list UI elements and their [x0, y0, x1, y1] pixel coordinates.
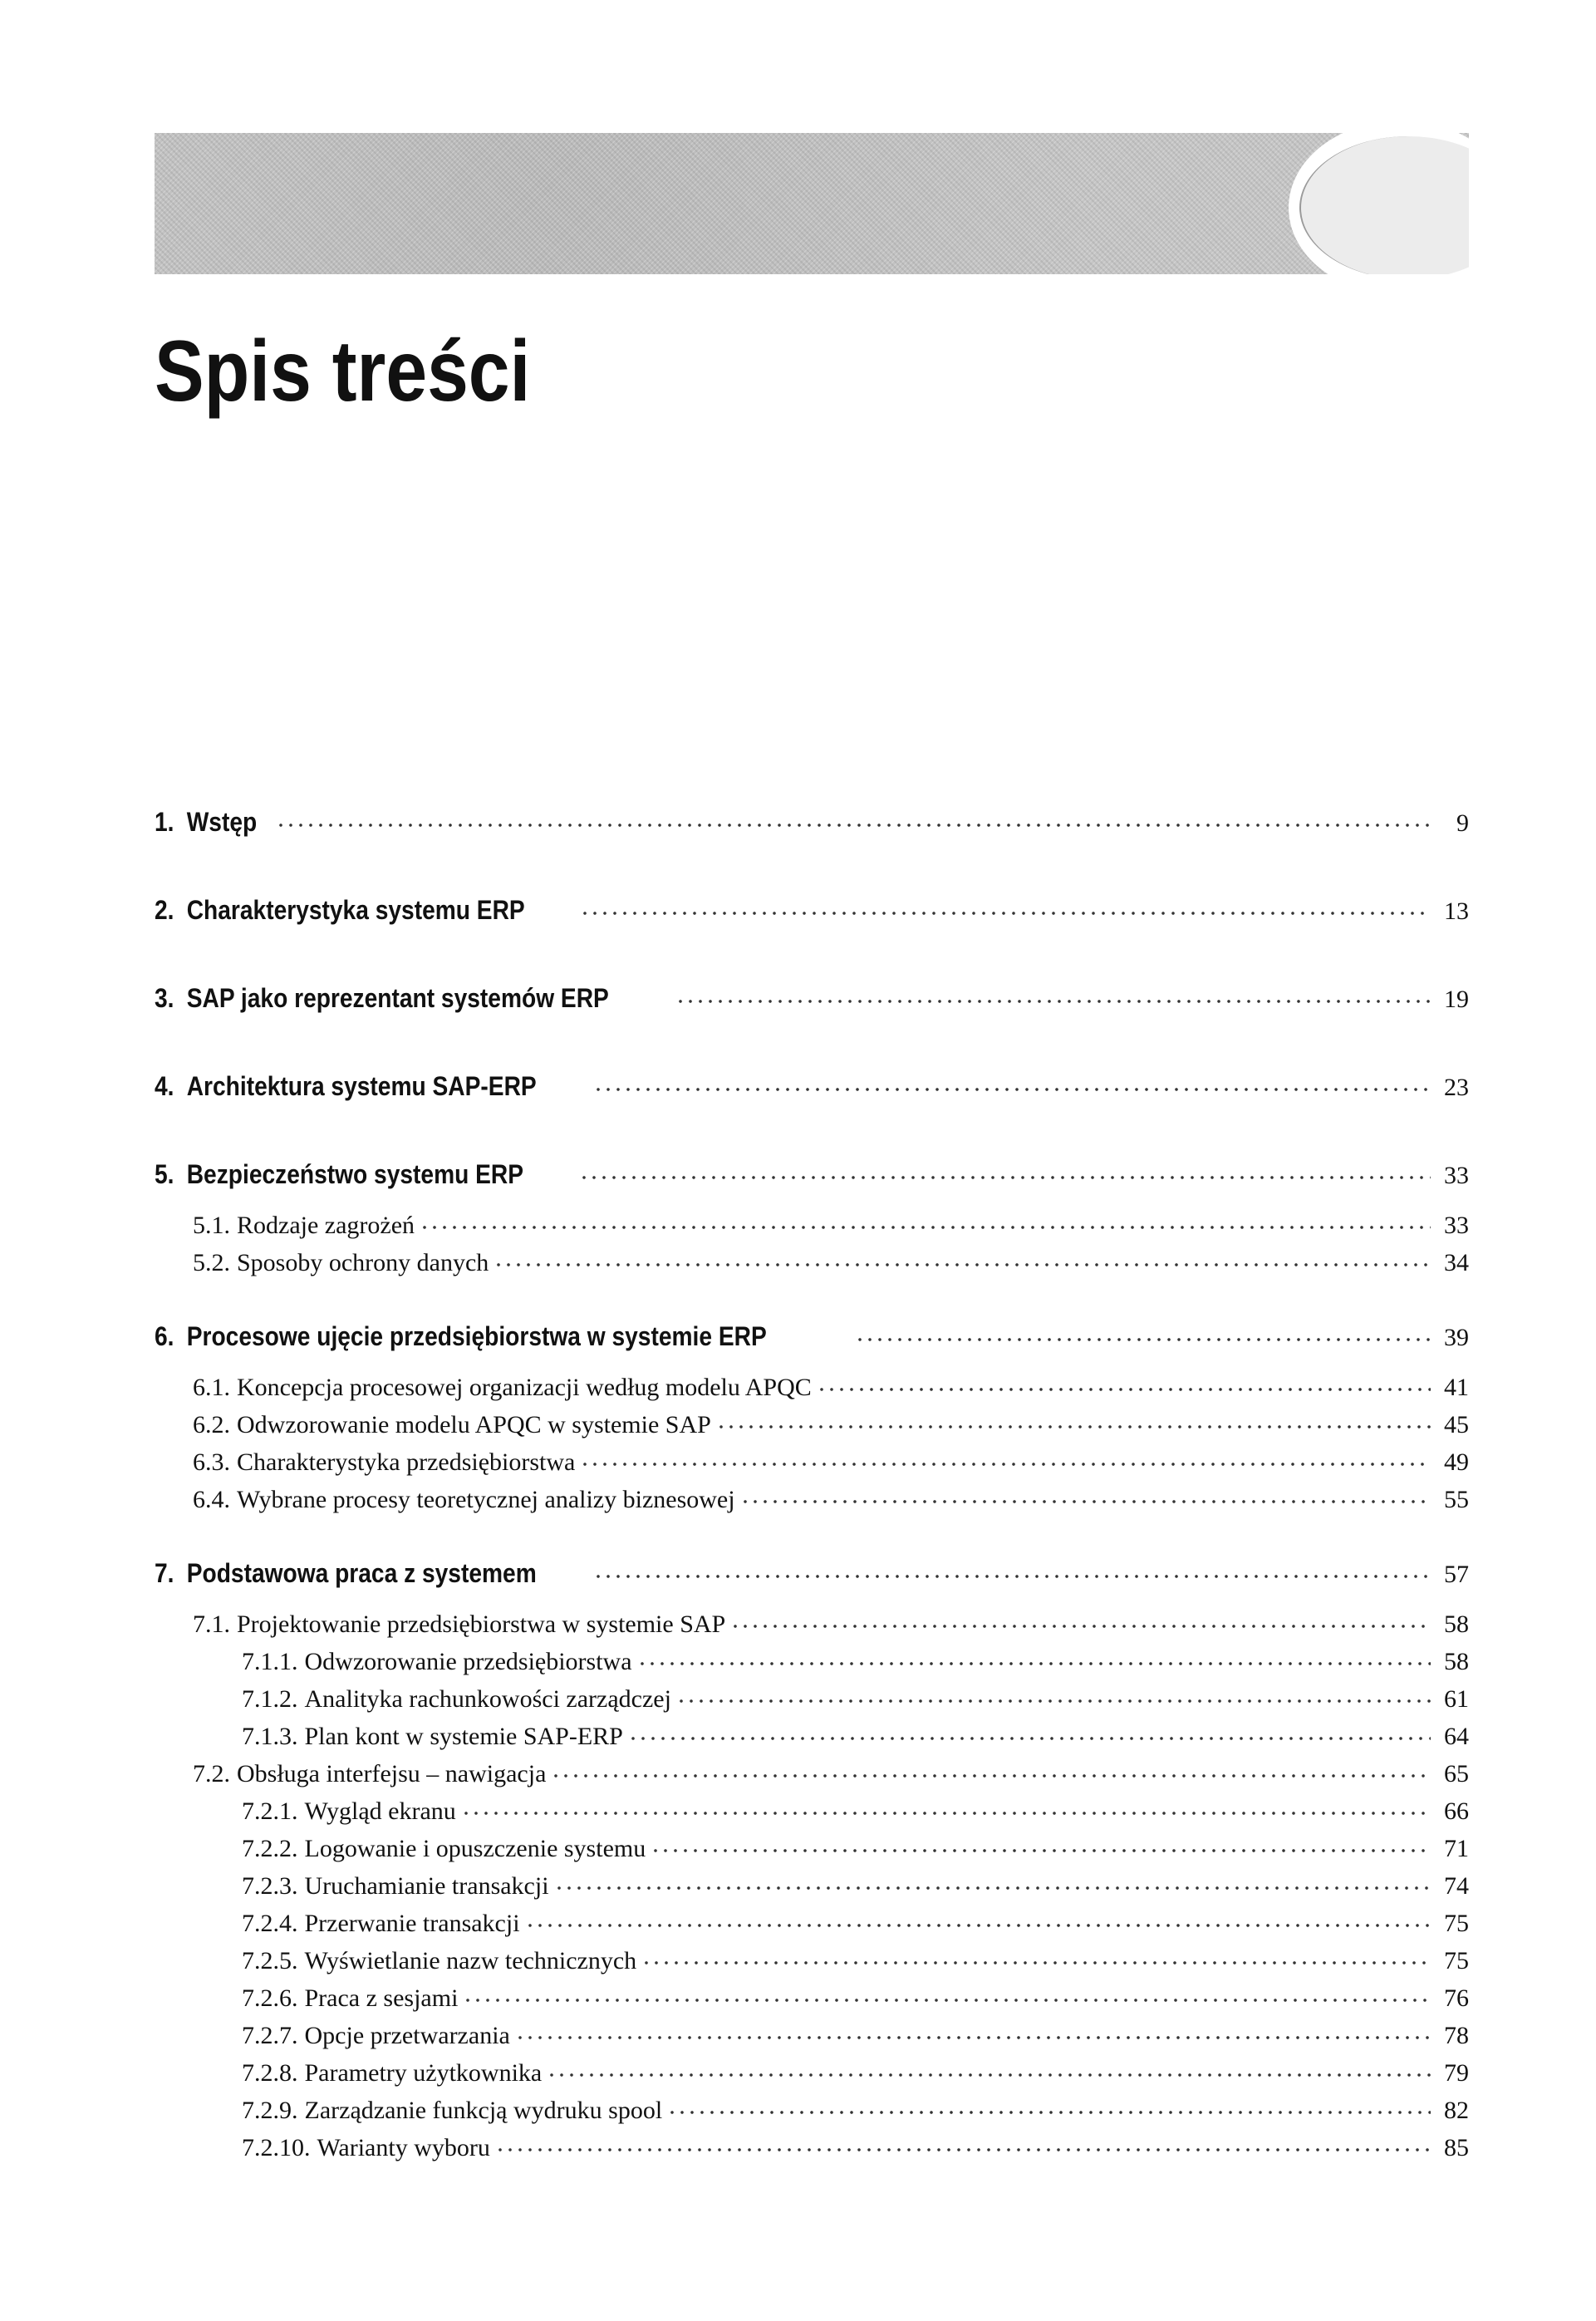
toc-label: Projektowanie przedsiębiorstwa w systemie SAP: [237, 1610, 726, 1638]
toc-number: 5.1.: [193, 1212, 230, 1239]
leader-dots: [593, 1083, 1431, 1094]
toc-page-number: 82: [1444, 2097, 1469, 2124]
toc-page-number: 79: [1444, 2059, 1469, 2087]
leader-dots: [676, 1694, 1431, 1706]
toc-chapter-1[interactable]: [155, 798, 1469, 838]
toc-label: Procesowe ujęcie przedsiębiorstwa w systemie ERP: [186, 1321, 767, 1351]
toc-label: Warianty wyboru: [317, 2134, 490, 2161]
toc-page-number: 76: [1444, 1984, 1469, 2012]
leader-dots: [554, 1881, 1431, 1893]
leader-dots: [593, 1570, 1431, 1581]
toc-number: 5.: [155, 1159, 174, 1189]
toc-label: Wstęp: [186, 807, 258, 837]
toc-page-number: 75: [1444, 1910, 1469, 1937]
leader-dots: [276, 819, 1431, 830]
toc-section-6-3[interactable]: [155, 1439, 1469, 1477]
toc-number: 7.2.9.: [242, 2097, 298, 2124]
toc-label: Opcje przetwarzania: [304, 2022, 510, 2049]
toc-section-7-2[interactable]: [155, 1751, 1469, 1788]
toc-subsection-7-2-2[interactable]: [155, 1826, 1469, 1863]
leader-dots: [494, 1258, 1431, 1270]
toc-page-number: 58: [1444, 1610, 1469, 1638]
leader-dots: [580, 1458, 1431, 1469]
toc-number: 7.1.3.: [242, 1723, 298, 1750]
toc-number: 3.: [155, 983, 174, 1013]
leader-dots: [716, 1420, 1431, 1432]
toc-subsection-7-2-6[interactable]: [155, 1975, 1469, 2013]
toc-label: Koncepcja procesowej organizacji według modelu APQC: [237, 1374, 812, 1401]
leader-dots: [637, 1657, 1431, 1669]
toc-label: Sposoby ochrony danych: [237, 1249, 489, 1276]
toc-label: Wybrane procesy teoretycznej analizy biznesowej: [237, 1486, 735, 1513]
leader-dots: [495, 2143, 1431, 2155]
toc-page-number: 41: [1444, 1374, 1469, 1401]
leader-dots: [641, 1956, 1431, 1968]
leader-dots: [420, 1221, 1431, 1232]
leader-dots: [463, 1994, 1431, 2005]
toc-number: 5.2.: [193, 1249, 230, 1276]
toc-label: Obsługa interfejsu – nawigacja: [237, 1760, 547, 1787]
toc-chapter-7[interactable]: [155, 1549, 1469, 1589]
toc-number: 2.: [155, 895, 174, 925]
toc-section-5-2[interactable]: [155, 1240, 1469, 1277]
toc-label: Analityka rachunkowości zarządczej: [304, 1685, 671, 1713]
toc-number: 7.2.3.: [242, 1872, 298, 1900]
toc-number: 6.2.: [193, 1411, 230, 1438]
toc-page-number: 85: [1444, 2134, 1469, 2161]
toc-label: Odwzorowanie modelu APQC w systemie SAP: [237, 1411, 711, 1438]
toc-section-7-1[interactable]: [155, 1601, 1469, 1639]
toc-number: 7.2.2.: [242, 1835, 298, 1862]
toc-number: 7.2.8.: [242, 2059, 298, 2087]
toc-page-number: 13: [1444, 897, 1469, 925]
leader-dots: [525, 1919, 1431, 1930]
leader-dots: [461, 1807, 1431, 1818]
toc-label: Architektura systemu SAP-ERP: [186, 1071, 537, 1101]
toc-label: Bezpieczeństwo systemu ERP: [186, 1159, 524, 1189]
toc-number: 6.: [155, 1321, 174, 1351]
toc-label: Zarządzanie funkcją wydruku spool: [304, 2097, 663, 2124]
toc-page-number: 58: [1444, 1648, 1469, 1675]
header-banner: [155, 133, 1469, 274]
toc-page-number: 39: [1444, 1324, 1469, 1351]
toc-page-number: 33: [1444, 1162, 1469, 1189]
leader-dots: [740, 1495, 1431, 1507]
toc-label: Logowanie i opuszczenie systemu: [304, 1835, 646, 1862]
toc-subsection-7-1-3[interactable]: [155, 1714, 1469, 1751]
toc-number: 7.2.6.: [242, 1984, 298, 2012]
toc-chapter-4[interactable]: [155, 1062, 1469, 1102]
page-title: Spis treści: [155, 323, 531, 420]
toc-subsection-7-1-1[interactable]: [155, 1639, 1469, 1676]
toc-subsection-7-2-10[interactable]: [155, 2125, 1469, 2162]
leader-dots: [628, 1732, 1431, 1743]
toc-chapter-6[interactable]: [155, 1312, 1469, 1352]
toc-number: 6.1.: [193, 1374, 230, 1401]
table-of-contents: [155, 798, 1469, 2162]
leader-dots: [817, 1383, 1431, 1394]
toc-page-number: 71: [1444, 1835, 1469, 1862]
toc-number: 7.2.4.: [242, 1910, 298, 1937]
toc-label: Parametry użytkownika: [304, 2059, 543, 2087]
toc-chapter-2[interactable]: [155, 886, 1469, 926]
leader-dots: [730, 1620, 1431, 1631]
toc-label: Podstawowa praca z systemem: [186, 1558, 537, 1588]
toc-page-number: 23: [1444, 1074, 1469, 1101]
toc-label: Plan kont w systemie SAP-ERP: [304, 1723, 623, 1750]
toc-number: 6.3.: [193, 1448, 230, 1476]
leader-dots: [651, 1844, 1431, 1856]
leader-dots: [855, 1333, 1431, 1345]
leader-dots: [547, 2068, 1431, 2080]
leader-dots: [675, 995, 1431, 1006]
toc-subsection-7-2-4[interactable]: [155, 1901, 1469, 1938]
toc-page-number: 49: [1444, 1448, 1469, 1476]
toc-page-number: 78: [1444, 2022, 1469, 2049]
toc-number: 7.1.1.: [242, 1648, 298, 1675]
toc-label: Uruchamianie transakcji: [304, 1872, 549, 1900]
toc-chapter-3[interactable]: [155, 974, 1469, 1014]
leader-dots: [515, 2031, 1431, 2043]
toc-label: SAP jako reprezentant systemów ERP: [186, 983, 609, 1013]
toc-section-6-2[interactable]: [155, 1402, 1469, 1439]
toc-page-number: 57: [1444, 1561, 1469, 1588]
toc-number: 4.: [155, 1071, 174, 1101]
leader-dots: [551, 1769, 1431, 1781]
toc-page-number: 9: [1456, 809, 1469, 837]
toc-label: Wyświetlanie nazw technicznych: [304, 1947, 637, 1974]
toc-page-number: 55: [1444, 1486, 1469, 1513]
toc-label: Wygląd ekranu: [304, 1797, 456, 1825]
toc-subsection-7-2-3[interactable]: [155, 1863, 1469, 1901]
toc-number: 7.2.10.: [242, 2134, 311, 2161]
toc-label: Rodzaje zagrożeń: [237, 1212, 415, 1239]
toc-number: 1.: [155, 807, 174, 837]
toc-page-number: 75: [1444, 1947, 1469, 1974]
toc-subsection-7-1-2[interactable]: [155, 1676, 1469, 1714]
toc-page-number: 66: [1444, 1797, 1469, 1825]
toc-page-number: 34: [1444, 1249, 1469, 1276]
toc-section-5-1[interactable]: [155, 1202, 1469, 1240]
toc-subsection-7-2-7[interactable]: [155, 2013, 1469, 2050]
toc-number: 7.2.: [193, 1760, 230, 1787]
toc-subsection-7-2-5[interactable]: [155, 1938, 1469, 1975]
toc-page-number: 33: [1444, 1212, 1469, 1239]
toc-chapter-5[interactable]: [155, 1150, 1469, 1190]
toc-section-6-4[interactable]: [155, 1477, 1469, 1514]
toc-page-number: 64: [1444, 1723, 1469, 1750]
leader-dots: [579, 1171, 1431, 1183]
toc-section-6-1[interactable]: [155, 1365, 1469, 1402]
toc-label: Praca z sesjami: [304, 1984, 459, 2012]
leader-dots: [667, 2106, 1431, 2117]
toc-label: Charakterystyka przedsiębiorstwa: [237, 1448, 576, 1476]
toc-number: 7.: [155, 1558, 174, 1588]
toc-page-number: 45: [1444, 1411, 1469, 1438]
toc-number: 7.1.: [193, 1610, 230, 1638]
leader-dots: [580, 907, 1431, 918]
toc-subsection-7-2-8[interactable]: [155, 2050, 1469, 2087]
toc-subsection-7-2-9[interactable]: [155, 2087, 1469, 2125]
toc-page-number: 61: [1444, 1685, 1469, 1713]
toc-label: Przerwanie transakcji: [304, 1910, 520, 1937]
toc-number: 6.4.: [193, 1486, 230, 1513]
toc-number: 7.1.2.: [242, 1685, 298, 1713]
toc-label: Odwzorowanie przedsiębiorstwa: [304, 1648, 632, 1675]
toc-page-number: 65: [1444, 1760, 1469, 1787]
toc-page-number: 74: [1444, 1872, 1469, 1900]
toc-number: 7.2.5.: [242, 1947, 298, 1974]
toc-subsection-7-2-1[interactable]: [155, 1788, 1469, 1826]
toc-page-number: 19: [1444, 986, 1469, 1013]
toc-label: Charakterystyka systemu ERP: [186, 895, 525, 925]
toc-number: 7.2.7.: [242, 2022, 298, 2049]
toc-number: 7.2.1.: [242, 1797, 298, 1825]
